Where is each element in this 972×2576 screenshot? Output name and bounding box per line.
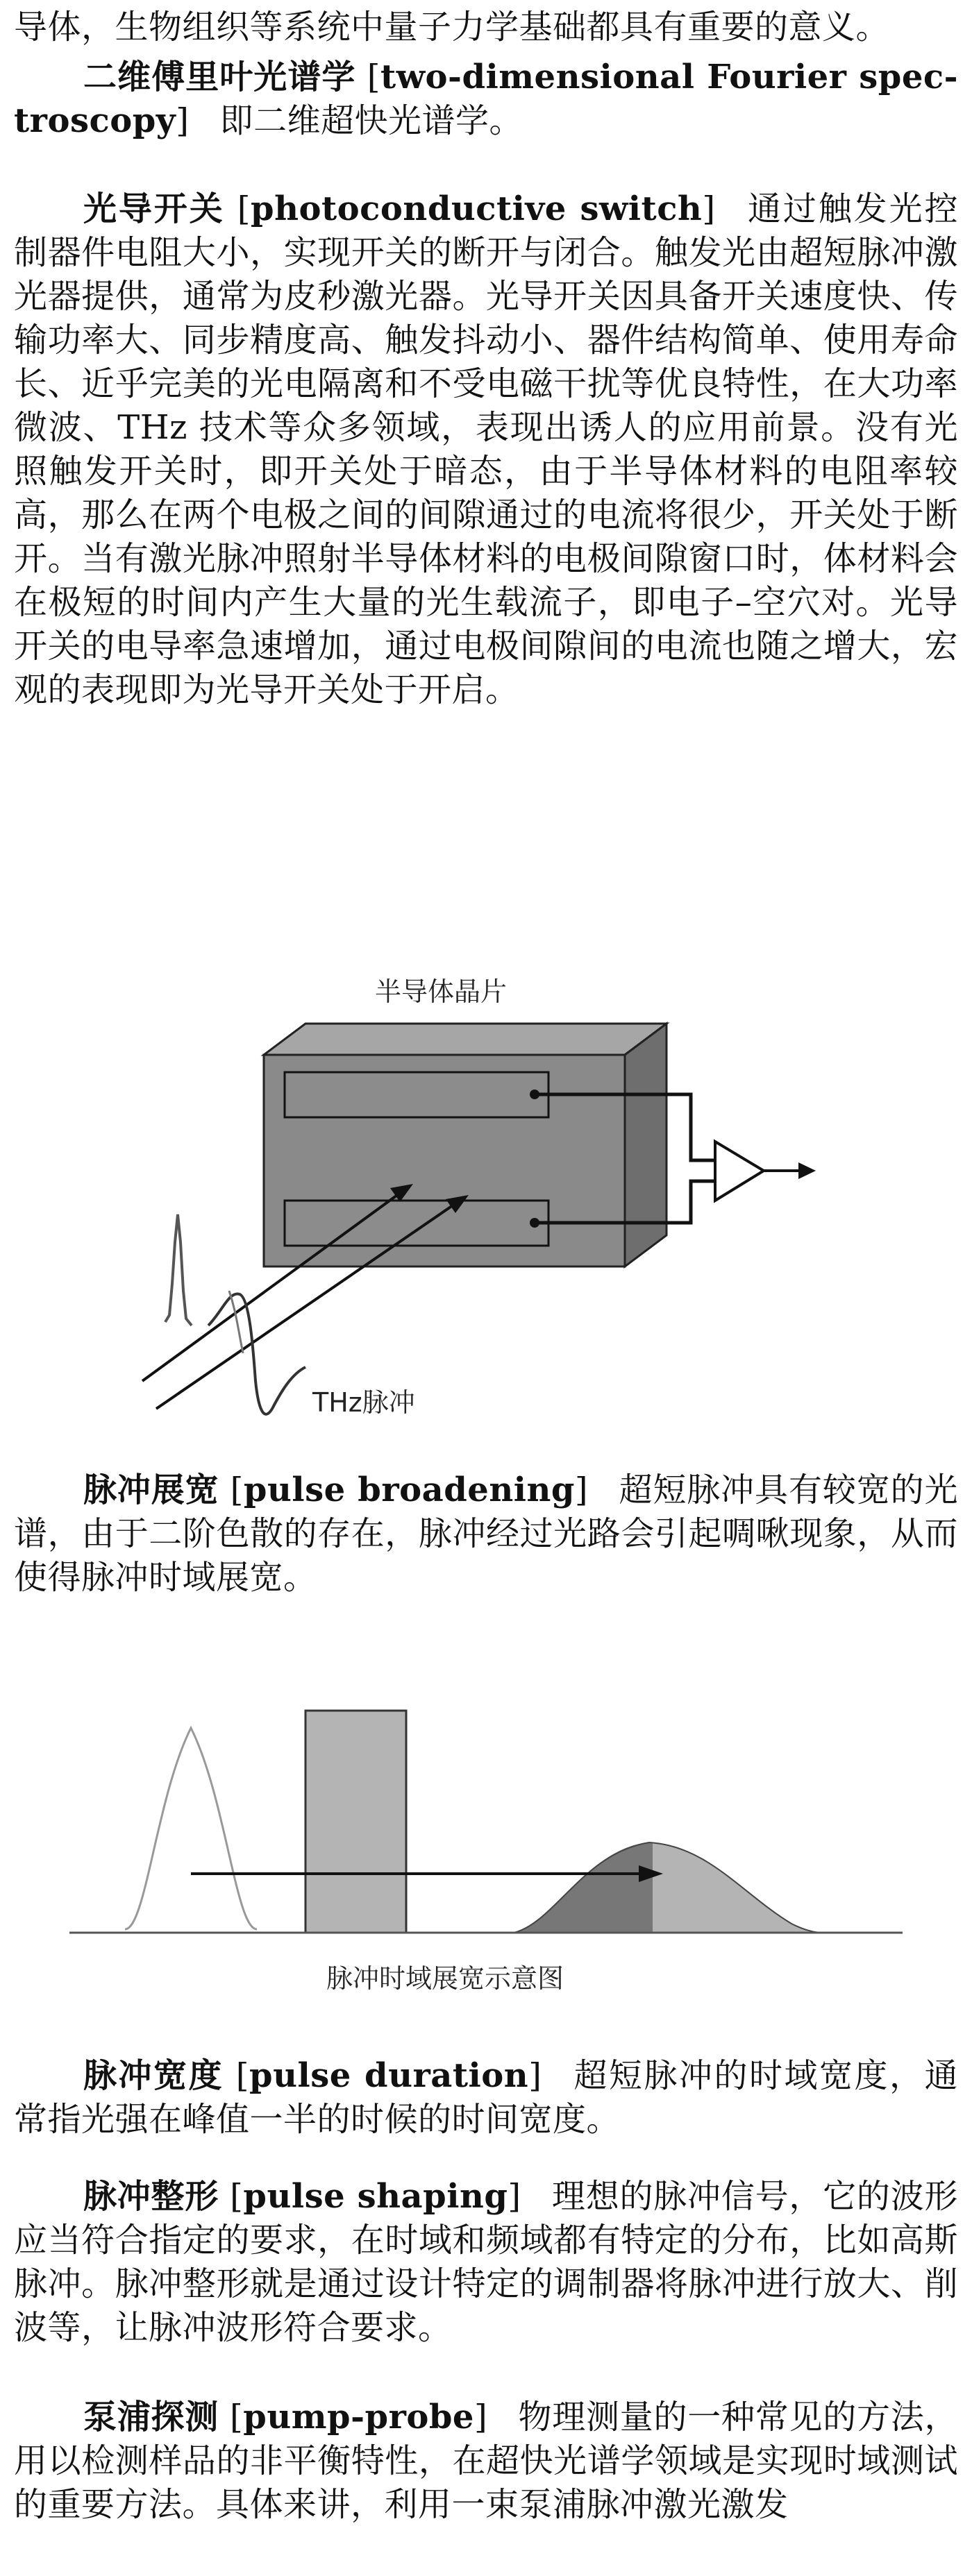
figure-caption: 脉冲时域展宽示意图 — [326, 1963, 564, 1994]
entry-term-cn: 光导开关 — [83, 189, 225, 228]
entry-term-en: pump-probe — [243, 2398, 474, 2437]
entry-term-en: photoconductive switch — [251, 189, 703, 228]
entry-term-en: two-dimensional Fourier spec-troscopy — [14, 58, 959, 140]
entry-definition: 超短脉冲具有较宽的光谱，由于二阶色散的存在，脉冲经过光路会引起啁啾现象，从而使得脉冲时域展宽。 — [14, 1471, 958, 1597]
entry-term-en: pulse shaping — [243, 2177, 508, 2216]
switch-diagram — [0, 965, 972, 1450]
electrode-top — [285, 1072, 548, 1117]
wafer-top-face — [264, 1024, 667, 1055]
entry-definition: 理想的脉冲信号，它的波形应当符合指定的要求，在时域和频域都有特定的分布，比如高斯脉冲。脉冲整形就是通过设计特定的调制器将脉冲进行放大、削波等，让脉冲波形符合要求。 — [14, 2177, 958, 2347]
entry-photoconductive-switch: 光导开关 [photoconductive switch] 通过触发光控制器件电阻大小，实现开关的断开与闭合。触发光由超短脉冲激光器提供，通常为皮秒激光器。光导开关因具备开关速度快、传输功率大、同步精度高、触发抖动小、器件结构简单、使用寿命长、近乎完美的光电隔离和不受电磁干扰等优良特性，在大功率微波、THz 技术等众多领域，表现出诱人的应用前景。没有光照触发开关时，即开关处于暗态，由于半导体材料的电阻率较高，那么在两个电极之间的间隙通过的电流将很少，开关处于断开。当有激光脉冲照射半导体材料的电极间隙窗口时，体材料会在极短的时间内产生大量的光生载流子，即电子–空穴对。光导开关的电导率急速增加，通过电极间隙间的电流也随之增大，宏观的表现即为光导开关处于开启。 — [14, 189, 958, 709]
broadened-pulse-leading — [514, 1842, 653, 1933]
pulse-spike — [165, 1214, 192, 1325]
entry-term-cn: 二维傅里叶光谱学 — [83, 58, 356, 96]
entry-term-cn: 脉冲展宽 — [83, 1471, 219, 1509]
entry-term-cn: 脉冲宽度 — [83, 2056, 224, 2095]
thz-pulse-label: THz脉冲 — [312, 1387, 415, 1418]
entry-term-en: pulse duration — [249, 2056, 529, 2095]
entry-definition: 超短脉冲的时域宽度，通常指光强在峰值一半的时候的时间宽度。 — [14, 2056, 958, 2139]
amplifier-symbol — [715, 1142, 764, 1201]
figure-photoconductive-switch — [0, 965, 972, 1450]
input-gaussian-pulse — [125, 1728, 257, 1929]
broadening-diagram — [0, 1700, 972, 1992]
broadened-pulse-trailing — [653, 1842, 823, 1933]
entry-pulse-shaping: 脉冲整形 [pulse shaping] 理想的脉冲信号，它的波形应当符合指定的要求，在时域和频域都有特定的分布，比如高斯脉冲。脉冲整形就是通过设计特定的调制器将脉冲进行放大、削波等，让脉冲波形符合要求。 — [14, 2177, 958, 2347]
entry-definition: 通过触发光控制器件电阻大小，实现开关的断开与闭合。触发光由超短脉冲激光器提供，通常为皮秒激光器。光导开关因具备开关速度快、传输功率大、同步精度高、触发抖动小、器件结构简单、使用寿命长、近乎完美的光电隔离和不受电磁干扰等优良特性，在大功率微波、THz 技术等众多领域，表现出诱人的应用前景。没有光照触发开关时，即开关处于暗态，由于半导体材料的电阻率较高，那么在两个电极之间的间隙通过的电流将很少，开关处于断开。当有激光脉冲照射半导体材料的电极间隙窗口时，体材料会在极短的时间内产生大量的光生载流子，即电子–空穴对。光导开关的电导率急速增加，通过电极间隙间的电流也随之增大，宏观的表现即为光导开关处于开启。 — [14, 189, 958, 709]
electrode-bottom — [285, 1201, 548, 1246]
output-arrow-head — [798, 1162, 816, 1179]
dispersive-element — [305, 1711, 406, 1933]
figure-pulse-broadening — [0, 1700, 972, 2026]
entry-term-cn: 脉冲整形 — [83, 2177, 219, 2216]
entry-pulse-duration: 脉冲宽度 [pulse duration] 超短脉冲的时域宽度，通常指光强在峰值一半的时候的时间宽度。 — [14, 2056, 958, 2139]
entry-definition: 即二维超快光谱学。 — [219, 101, 523, 140]
top-line: 导体，生物组织等系统中量子力学基础都具有重要的意义。 — [14, 8, 890, 46]
wafer-side-face — [625, 1024, 667, 1266]
entry-pulse-broadening: 脉冲展宽 [pulse broadening] 超短脉冲具有较宽的光谱，由于二阶色散的存在，脉冲经过光路会引起啁啾现象，从而使得脉冲时域展宽。 — [14, 1471, 958, 1597]
pulse-waveform — [208, 1294, 305, 1414]
wafer-label: 半导体晶片 — [375, 976, 508, 1007]
entry-term-cn: 泵浦探测 — [83, 2398, 219, 2437]
entry-definition: 物理测量的一种常见的方法，用以检测样品的非平衡特性，在超快光谱学领域是实现时域测试的重要方法。具体来讲，利用一束泵浦脉冲激光激发 — [14, 2398, 958, 2524]
entry-term-en: pulse broadening — [243, 1471, 575, 1509]
entry-pump-probe: 泵浦探测 [pump-probe] 物理测量的一种常见的方法，用以检测样品的非平衡特性，在超快光谱学领域是实现时域测试的重要方法。具体来讲，利用一束泵浦脉冲激光激发 — [14, 2398, 958, 2524]
entry-2d-fourier: 二维傅里叶光谱学 [two-dimensional Fourier spec-troscopy] 即二维超快光谱学。 — [14, 58, 959, 140]
